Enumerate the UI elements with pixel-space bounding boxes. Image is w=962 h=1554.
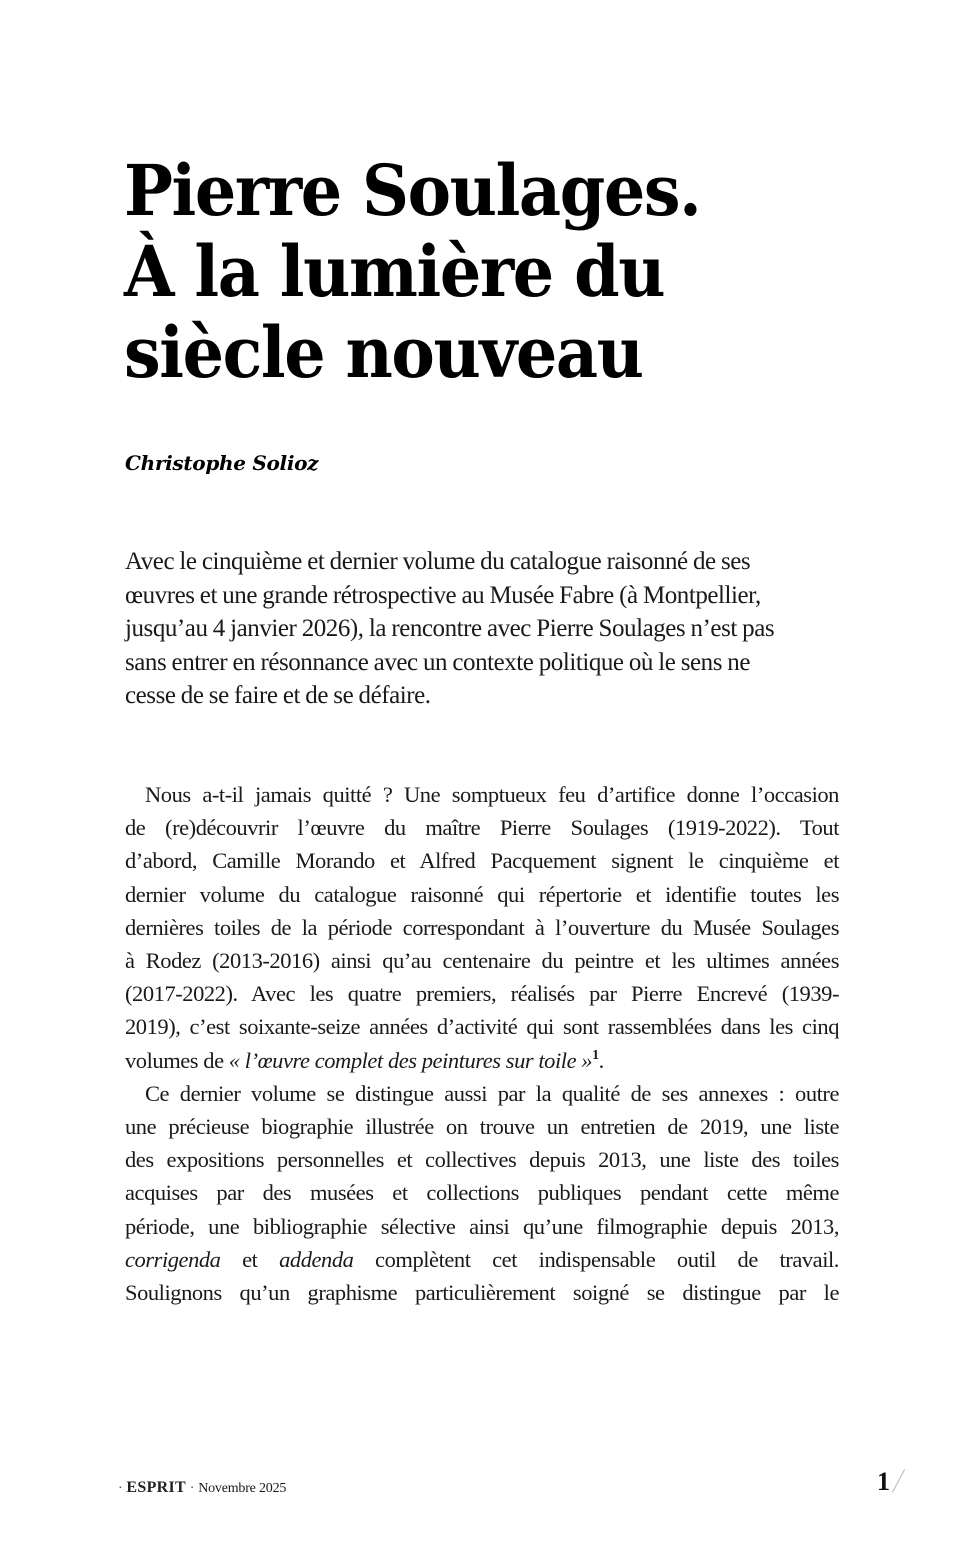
journal-name: ESPRIT: [126, 1479, 187, 1496]
paragraph-1: [125, 778, 839, 1077]
body-line: une précieuse biographie illustrée on trouve un entretien de 2019, une liste: [125, 1114, 839, 1140]
lead-line: sans entrer en résonnance avec un contexte politique où le sens ne: [125, 648, 750, 676]
body-line: [125, 1243, 839, 1276]
separator-dot: ·: [189, 1481, 195, 1496]
body-line: (2017-2022). Avec les quatre premiers, réalisés par Pierre Encrevé (1939-: [125, 981, 839, 1007]
article-author: Christophe Solioz: [125, 451, 319, 475]
body-line: Soulignons qu’un graphisme particulièrement soigné se distingue par le: [125, 1280, 839, 1306]
body-text: complètent cet indispensable outil de travail.: [353, 1246, 839, 1272]
page-number: 1: [877, 1467, 890, 1496]
footnote-ref-link[interactable]: 1: [592, 1047, 599, 1063]
body-line: à Rodez (2013-2016) ainsi qu’au centenaire du peintre et les ultimes années: [125, 948, 839, 974]
page-footer-left: [118, 1478, 286, 1499]
issue-date: Novembre 2025: [198, 1481, 287, 1496]
article-lead: [125, 545, 839, 713]
body-line: Ce dernier volume se distingue aussi par la qualité de ses annexes : outre: [145, 1080, 839, 1106]
title-line-1: Pierre Soulages.: [124, 149, 701, 232]
body-line: période, une bibliographie sélective ainsi qu’une filmographie depuis 2013,: [125, 1213, 839, 1239]
lead-line: Avec le cinquième et dernier volume du catalogue raisonné de ses: [125, 548, 751, 575]
body-text: volumes de: [125, 1047, 229, 1073]
body-line: dernières toiles de la période correspondant à l’ouverture du Musée Soulages: [125, 914, 839, 940]
body-line: dernier volume du catalogue raisonné qui répertorie et identifie toutes les: [125, 881, 839, 907]
separator-dot: ·: [118, 1481, 123, 1496]
body-text: .: [598, 1047, 604, 1073]
body-line: acquises par des musées et collections publiques pendant cette même: [125, 1180, 839, 1206]
slash-divider-icon: [892, 1469, 905, 1492]
body-line: d’abord, Camille Morando et Alfred Pacquement signent le cinquième et: [125, 848, 839, 874]
body-line: des expositions personnelles et collectives depuis 2013, une liste des toiles: [125, 1147, 839, 1173]
article-title: [124, 150, 831, 393]
paragraph-2: [125, 1077, 839, 1309]
lead-line: œuvres et une grande rétrospective au Musée Fabre (à Montpellier,: [125, 581, 761, 609]
italic-term: addenda: [279, 1246, 354, 1272]
body-line: 2019), c’est soixante-seize années d’activité qui sont rassemblées dans les cinq: [125, 1014, 839, 1040]
body-line: de (re)découvrir l’œuvre du maître Pierre Soulages (1919-2022). Tout: [125, 815, 839, 841]
body-line: [125, 1044, 839, 1077]
lead-line: cesse de se faire et de se défaire.: [125, 682, 431, 709]
title-line-3: siècle nouveau: [124, 311, 643, 394]
title-line-2: À la lumière du: [124, 230, 665, 313]
italic-term: corrigenda: [125, 1246, 221, 1272]
lead-line: jusqu’au 4 janvier 2026), la rencontre avec Pierre Soulages n’est pas: [125, 615, 775, 642]
article-body: [125, 778, 839, 1309]
quoted-title: « l’œuvre complet des peintures sur toile »: [228, 1047, 593, 1073]
body-line: Nous a-t-il jamais quitté ? Une somptueux feu d’artifice donne l’occasion: [145, 782, 839, 807]
body-text: et: [220, 1246, 280, 1272]
page-footer-right: [877, 1466, 899, 1498]
